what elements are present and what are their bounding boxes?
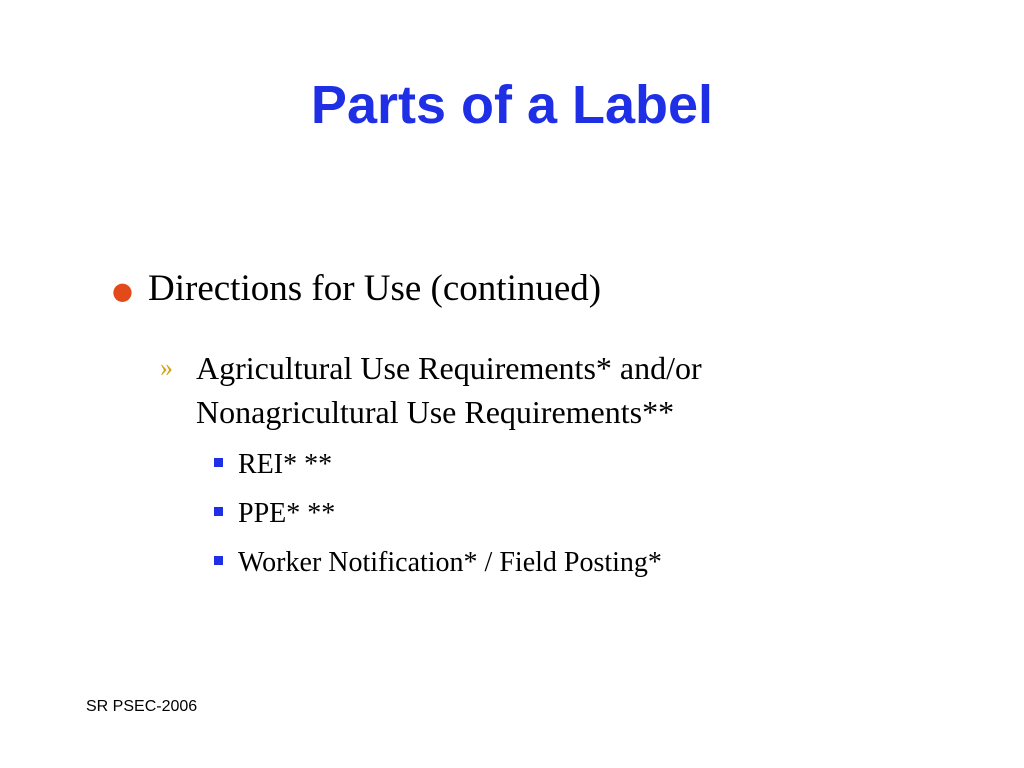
footer-text: SR PSEC-2006 — [86, 698, 198, 715]
level3-text: Worker Notification* / Field Posting* — [238, 547, 662, 578]
double-angle-bullet-icon: » — [160, 353, 173, 382]
level1-text: Directions for Use (continued) — [148, 268, 602, 309]
level3-bullet-item-rei — [214, 448, 974, 482]
level1-bullet-item — [112, 266, 992, 314]
level3-bullet-item-ppe — [214, 497, 974, 531]
square-bullet-icon — [214, 556, 223, 565]
round-bullet-icon: ● — [112, 277, 133, 305]
level2-line-1: Agricultural Use Requirements* and/or — [196, 350, 702, 386]
level3-text: REI* ** — [238, 449, 333, 480]
square-bullet-icon — [214, 507, 223, 516]
level3-text: PPE* ** — [238, 498, 336, 529]
square-bullet-icon — [214, 458, 223, 467]
level2-text — [196, 346, 702, 434]
level3-bullet-item-notification — [214, 546, 974, 580]
level2-bullet-item — [160, 346, 960, 434]
level2-line-2: Nonagricultural Use Requirements** — [196, 394, 675, 430]
slide-title: Parts of a Label — [310, 75, 714, 135]
